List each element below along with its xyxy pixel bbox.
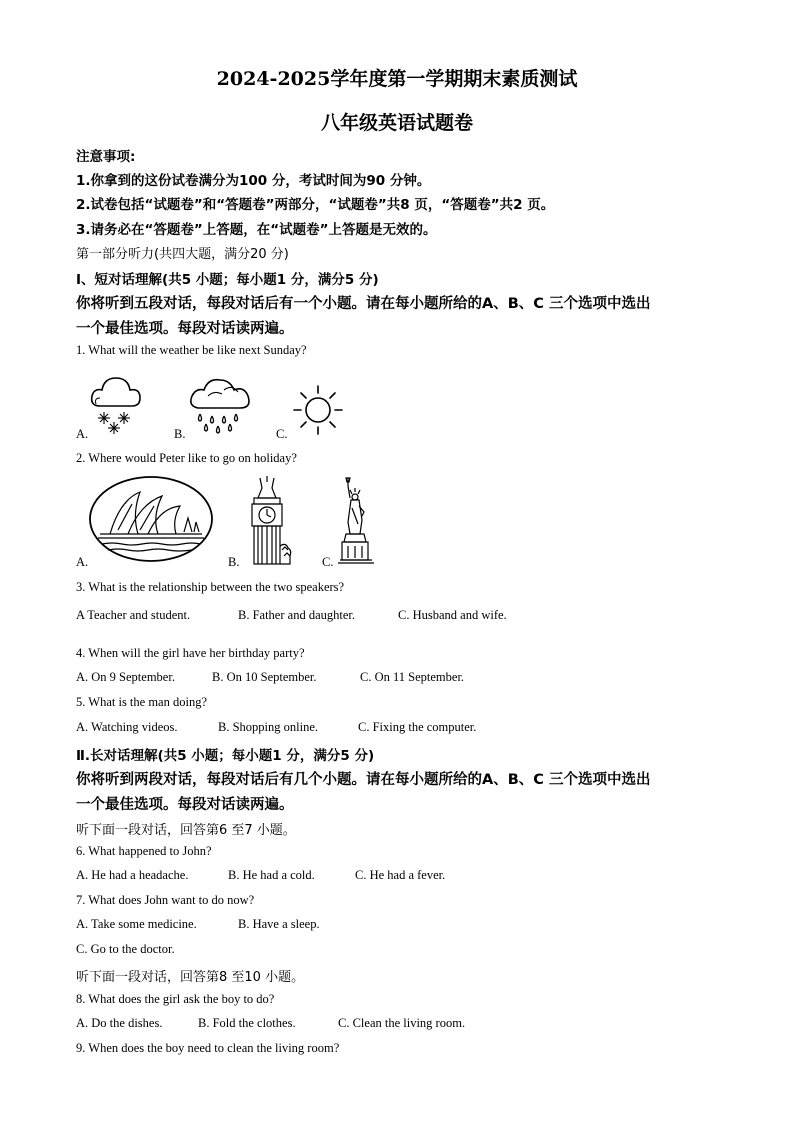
question-4: 4. When will the girl have her birthday party?	[76, 646, 305, 660]
q3-option-c: C. Husband and wife.	[398, 608, 507, 622]
q6-option-b: B. He had a cold.	[228, 868, 315, 882]
section2-heading: Ⅱ.长对话理解(共5 小题；每小题1 分，满分5 分)	[76, 748, 375, 764]
q7-option-b: B. Have a sleep.	[238, 917, 320, 931]
section1-heading: I、短对话理解(共5 小题；每小题1 分，满分5 分)	[76, 272, 379, 288]
question-7: 7. What does John want to do now?	[76, 893, 255, 907]
sun-icon	[292, 384, 344, 436]
q6-option-c: C. He had a fever.	[355, 868, 446, 882]
question-1: 1. What will the weather be like next Sunday?	[76, 343, 307, 357]
question-9: 9. When does the boy need to clean the living room?	[76, 1041, 340, 1055]
note-item-3: 3.请务必在“答题卷”上答题，在“试题卷”上答题是无效的。	[76, 222, 437, 238]
q7-option-a: A. Take some medicine.	[76, 917, 197, 931]
exam-title: 2024-2025学年度第一学期期末素质测试	[216, 68, 578, 90]
note-item-2: 2.试卷包括“试题卷”和“答题卷”两部分，“试题卷”共8 页，“答题卷”共2 页。	[76, 197, 555, 213]
q4-option-a: A. On 9 September.	[76, 670, 175, 684]
notes-heading: 注意事项:	[76, 149, 136, 165]
q1-label-b: B.	[174, 427, 186, 441]
q5-option-c: C. Fixing the computer.	[358, 720, 477, 734]
snow-cloud-icon	[88, 370, 144, 436]
q8-option-c: C. Clean the living room.	[338, 1016, 466, 1030]
q3-option-b: B. Father and daughter.	[238, 608, 355, 622]
section2-instruction-1: 你将听到两段对话，每段对话后有几个小题。请在每小题所给的A、B、C 三个选项中选出	[76, 772, 651, 788]
question-6: 6. What happened to John?	[76, 844, 212, 858]
q4-option-c: C. On 11 September.	[360, 670, 465, 684]
question-3: 3. What is the relationship between the two speakers?	[76, 580, 345, 594]
q3-option-a: A Teacher and student.	[76, 608, 191, 622]
question-2: 2. Where would Peter like to go on holiday?	[76, 451, 297, 465]
q8-option-b: B. Fold the clothes.	[198, 1016, 296, 1030]
q4-option-b: B. On 10 September.	[212, 670, 317, 684]
q6-option-a: A. He had a headache.	[76, 868, 189, 882]
statue-of-liberty-icon	[336, 476, 376, 564]
q5-option-b: B. Shopping online.	[218, 720, 319, 734]
sydney-opera-house-icon	[88, 474, 214, 564]
q2-label-b: B.	[228, 555, 240, 569]
q7-option-c: C. Go to the doctor.	[76, 942, 175, 956]
q2-label-a: A.	[76, 555, 89, 569]
q1-label-a: A.	[76, 427, 89, 441]
q5-option-a: A. Watching videos.	[76, 720, 178, 734]
rain-cloud-icon	[188, 374, 254, 436]
big-ben-icon	[242, 476, 292, 566]
section1-instruction-2: 一个最佳选项。每段对话读两遍。	[76, 321, 294, 337]
q8-option-a: A. Do the dishes.	[76, 1016, 163, 1030]
dialog1-intro: 听下面一段对话，回答第6 至7 小题。	[76, 823, 296, 838]
q2-label-c: C.	[322, 555, 334, 569]
dialog2-intro: 听下面一段对话，回答第8 至10 小题。	[76, 970, 305, 985]
q1-label-c: C.	[276, 427, 288, 441]
note-item-1: 1.你拿到的这份试卷满分为100 分，考试时间为90 分钟。	[76, 173, 431, 189]
exam-subtitle: 八年级英语试题卷	[320, 112, 473, 134]
section1-instruction-1: 你将听到五段对话，每段对话后有一个小题。请在每小题所给的A、B、C 三个选项中选出	[76, 296, 651, 312]
question-5: 5. What is the man doing?	[76, 695, 207, 709]
part1-heading: 第一部分听力(共四大题，满分20 分)	[76, 247, 289, 262]
question-8: 8. What does the girl ask the boy to do?	[76, 992, 275, 1006]
section2-instruction-2: 一个最佳选项。每段对话读两遍。	[76, 797, 294, 813]
